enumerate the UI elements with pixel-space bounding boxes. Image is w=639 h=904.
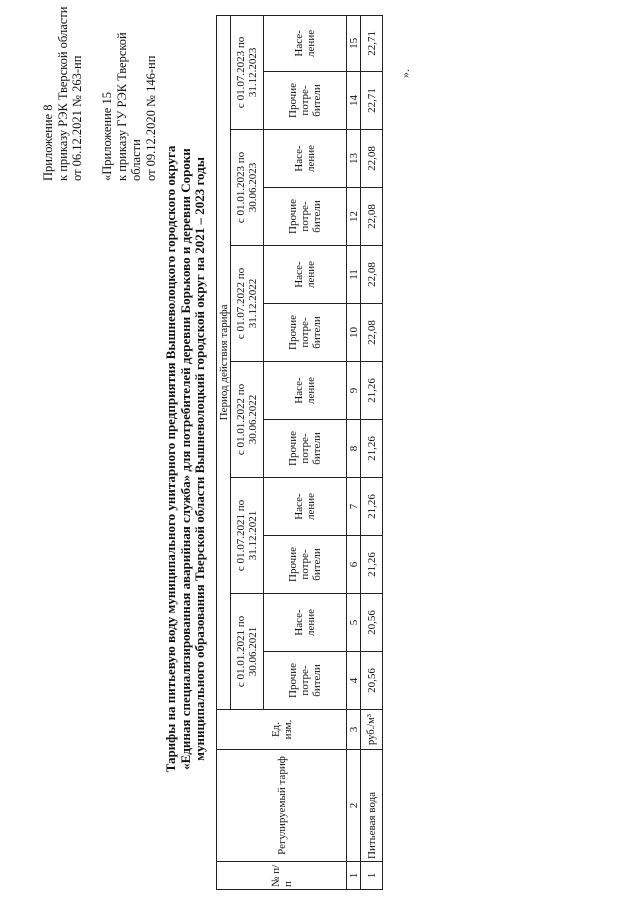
header-period-group: Период действия тарифа: [217, 15, 231, 709]
tariff-value: 22,08: [361, 304, 383, 362]
tariff-value: 21,26: [361, 536, 383, 594]
closing-quote: ».: [398, 69, 412, 78]
period-header: с 01.07.2021 по 31.12.2021: [231, 478, 264, 594]
column-number: 1: [347, 862, 361, 890]
header-tariff: Регулируемый тариф: [217, 750, 347, 862]
header-unit: Ед. изм.: [217, 710, 347, 750]
subheader-population: Насе-ление: [264, 594, 347, 652]
annex-original-line2: к приказу ГУ РЭК Тверской области: [114, 32, 143, 181]
header-num: № п/п: [217, 862, 347, 890]
period-header: с 01.07.2022 по 31.12.2022: [231, 246, 264, 362]
subheader-population: Насе-ление: [264, 15, 347, 71]
column-number: 5: [347, 594, 361, 652]
column-number: 12: [347, 188, 361, 246]
row-tariff: Питьевая вода: [361, 750, 383, 862]
column-number: 13: [347, 130, 361, 188]
period-header: с 01.01.2021 по 30.06.2021: [231, 594, 264, 710]
tariff-value: 21,26: [361, 478, 383, 536]
title-line3: муниципального образования Тверской области Вышневолоцкий городской округ на 2021 – 2023 годы: [192, 157, 207, 761]
column-number: 15: [347, 15, 361, 71]
column-number: 4: [347, 652, 361, 710]
subheader-other: Прочие потре-бители: [264, 420, 347, 478]
subheader-other: Прочие потре-бители: [264, 652, 347, 710]
subheader-population: Насе-ление: [264, 362, 347, 420]
tariff-value: 22,71: [361, 15, 383, 71]
title-line2: «Единая специализированная аварийная служба» для потребителей деревни Борьково и деревни Сороки: [177, 148, 193, 770]
tariff-value: 21,26: [361, 420, 383, 478]
document-title: [164, 14, 208, 904]
subheader-other: Прочие потре-бители: [264, 72, 347, 130]
tariff-table: [216, 15, 383, 890]
annex-current-block: [41, 7, 85, 181]
column-number: 6: [347, 536, 361, 594]
column-number: 11: [347, 246, 361, 304]
annex-original-line1: «Приложение 15: [100, 92, 114, 181]
tariff-value: 20,56: [361, 594, 383, 652]
row-num: 1: [361, 862, 383, 890]
period-header: с 01.07.2023 по 31.12.2023: [231, 15, 264, 129]
period-header: с 01.01.2023 по 30.06.2023: [231, 130, 264, 246]
column-number: 3: [347, 710, 361, 750]
column-number: 8: [347, 420, 361, 478]
annex-current-line2: к приказу РЭК Тверской области: [55, 6, 70, 181]
tariff-value: 22,08: [361, 246, 383, 304]
title-line1: Тарифы на питьевую воду муниципального унитарного предприятия Вышневолоцкого городского округа: [163, 145, 178, 773]
row-unit: руб./м³: [361, 710, 383, 750]
column-number: 10: [347, 304, 361, 362]
subheader-population: Насе-ление: [264, 478, 347, 536]
subheader-other: Прочие потре-бители: [264, 304, 347, 362]
column-number: 9: [347, 362, 361, 420]
tariff-value: 22,08: [361, 130, 383, 188]
period-header: с 01.01.2022 по 30.06.2022: [231, 362, 264, 478]
subheader-population: Насе-ление: [264, 130, 347, 188]
tariff-value: 20,56: [361, 652, 383, 710]
tariff-value: 21,26: [361, 362, 383, 420]
annex-current-line3: от 06.12.2021 № 263-нп: [70, 55, 84, 181]
column-number: 7: [347, 478, 361, 536]
annex-current-line1: Приложение 8: [41, 104, 55, 181]
subheader-population: Насе-ление: [264, 246, 347, 304]
subheader-other: Прочие потре-бители: [264, 188, 347, 246]
annex-original-block: [100, 0, 158, 181]
subheader-other: Прочие потре-бители: [264, 536, 347, 594]
tariff-value: 22,08: [361, 188, 383, 246]
column-number: 2: [347, 750, 361, 862]
column-number: 14: [347, 72, 361, 130]
tariff-value: 22,71: [361, 72, 383, 130]
annex-original-line3: от 09.12.2020 № 146-нп: [143, 55, 158, 181]
